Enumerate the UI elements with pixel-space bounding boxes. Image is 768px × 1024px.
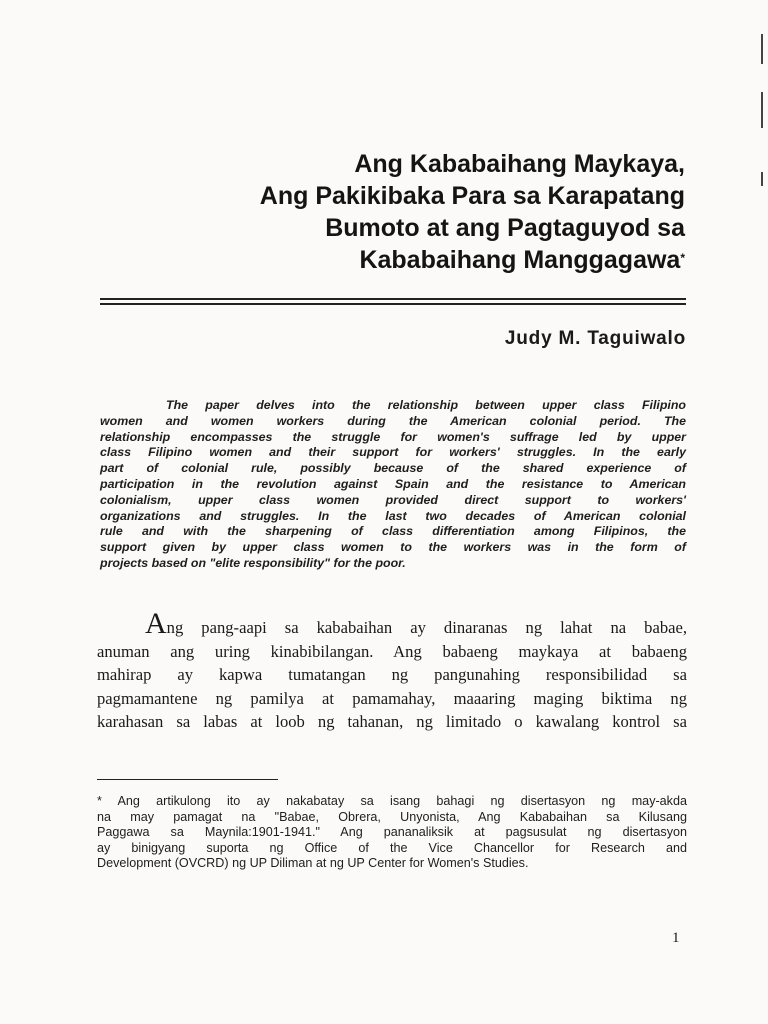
footnote-line: ay binigyang suporta ng Office of the Vice Chancellor for Research and: [97, 840, 687, 855]
scan-edge-mark: [761, 34, 763, 64]
article-title: [140, 148, 685, 276]
footnote-line: * Ang artikulong ito ay nakabatay sa isang bahagi ng disertasyon ng may-akda: [97, 794, 687, 808]
footnote-line: na may pamagat na "Babae, Obrera, Unyonista, Ang Kababaihan sa Kilusang: [97, 809, 687, 824]
footnote: [97, 794, 687, 872]
footnote-separator: [97, 779, 278, 780]
abstract-line: relationship encompasses the struggle for women's suffrage led by upper: [100, 429, 686, 444]
footnote-line: Paggawa sa Maynila:1901-1941." Ang pananaliksik at pagsusulat ng disertasyon: [97, 825, 687, 839]
body-paragraph: [97, 607, 687, 734]
abstract-line: projects based on "elite responsibility" for the poor.: [100, 555, 406, 570]
body-line-text: ng pang-aapi sa kababaihan ay dinaranas ng lahat na babae,: [166, 618, 687, 637]
footnote-line: Development (OVCRD) ng UP Diliman at ng UP Center for Women's Studies.: [97, 856, 529, 870]
abstract-line: organizations and struggles. In the last two decades of American colonial: [100, 508, 686, 523]
title-line: [140, 244, 685, 276]
abstract: [100, 398, 686, 572]
author-name: Judy M. Taguiwalo: [504, 328, 686, 349]
title-line: Ang Pakikibaka Para sa Karapatang: [259, 182, 685, 210]
abstract-line: class Filipino women and their support for workers' struggles. In the early: [100, 445, 686, 460]
abstract-line: support given by upper class women to the workers was in the form of: [100, 540, 686, 555]
title-line: Ang Kababaihang Maykaya,: [354, 150, 685, 178]
title-line-text: Kababaihang Manggagawa: [359, 246, 681, 274]
scan-edge-mark: [761, 172, 763, 186]
body-line: pagmamantene ng pamilya at pamamahay, maaaring maging biktima ng: [97, 688, 687, 708]
body-line: mahirap ay kapwa tumatangan ng pangunahing responsibilidad sa: [97, 665, 687, 684]
body-line: karahasan sa labas at loob ng tahanan, ng limitado o kawalang kontrol sa: [97, 712, 687, 731]
abstract-line: participation in the revolution against Spain and the resistance to American: [100, 476, 686, 491]
abstract-line: rule and with the sharpening of class differentiation among Filipinos, the: [100, 524, 686, 539]
body-line: [97, 607, 687, 640]
scan-edge-mark: [761, 92, 763, 128]
title-line: Bumoto at ang Pagtaguyod sa: [325, 214, 685, 242]
title-rule-top: [100, 298, 686, 300]
drop-cap-letter: A: [145, 607, 167, 640]
page-number: 1: [672, 930, 680, 946]
abstract-line: women and women workers during the American colonial period. The: [100, 413, 686, 428]
body-line: anuman ang uring kinabibilangan. Ang babaeng maykaya at babaeng: [97, 641, 687, 661]
title-footnote-marker: *: [680, 251, 685, 265]
title-rule-bottom: [100, 303, 686, 305]
abstract-line: The paper delves into the relationship between upper class Filipino: [166, 398, 686, 412]
abstract-line: colonialism, upper class women provided direct support to workers': [100, 492, 686, 507]
abstract-line: part of colonial rule, possibly because of the shared experience of: [100, 461, 686, 476]
